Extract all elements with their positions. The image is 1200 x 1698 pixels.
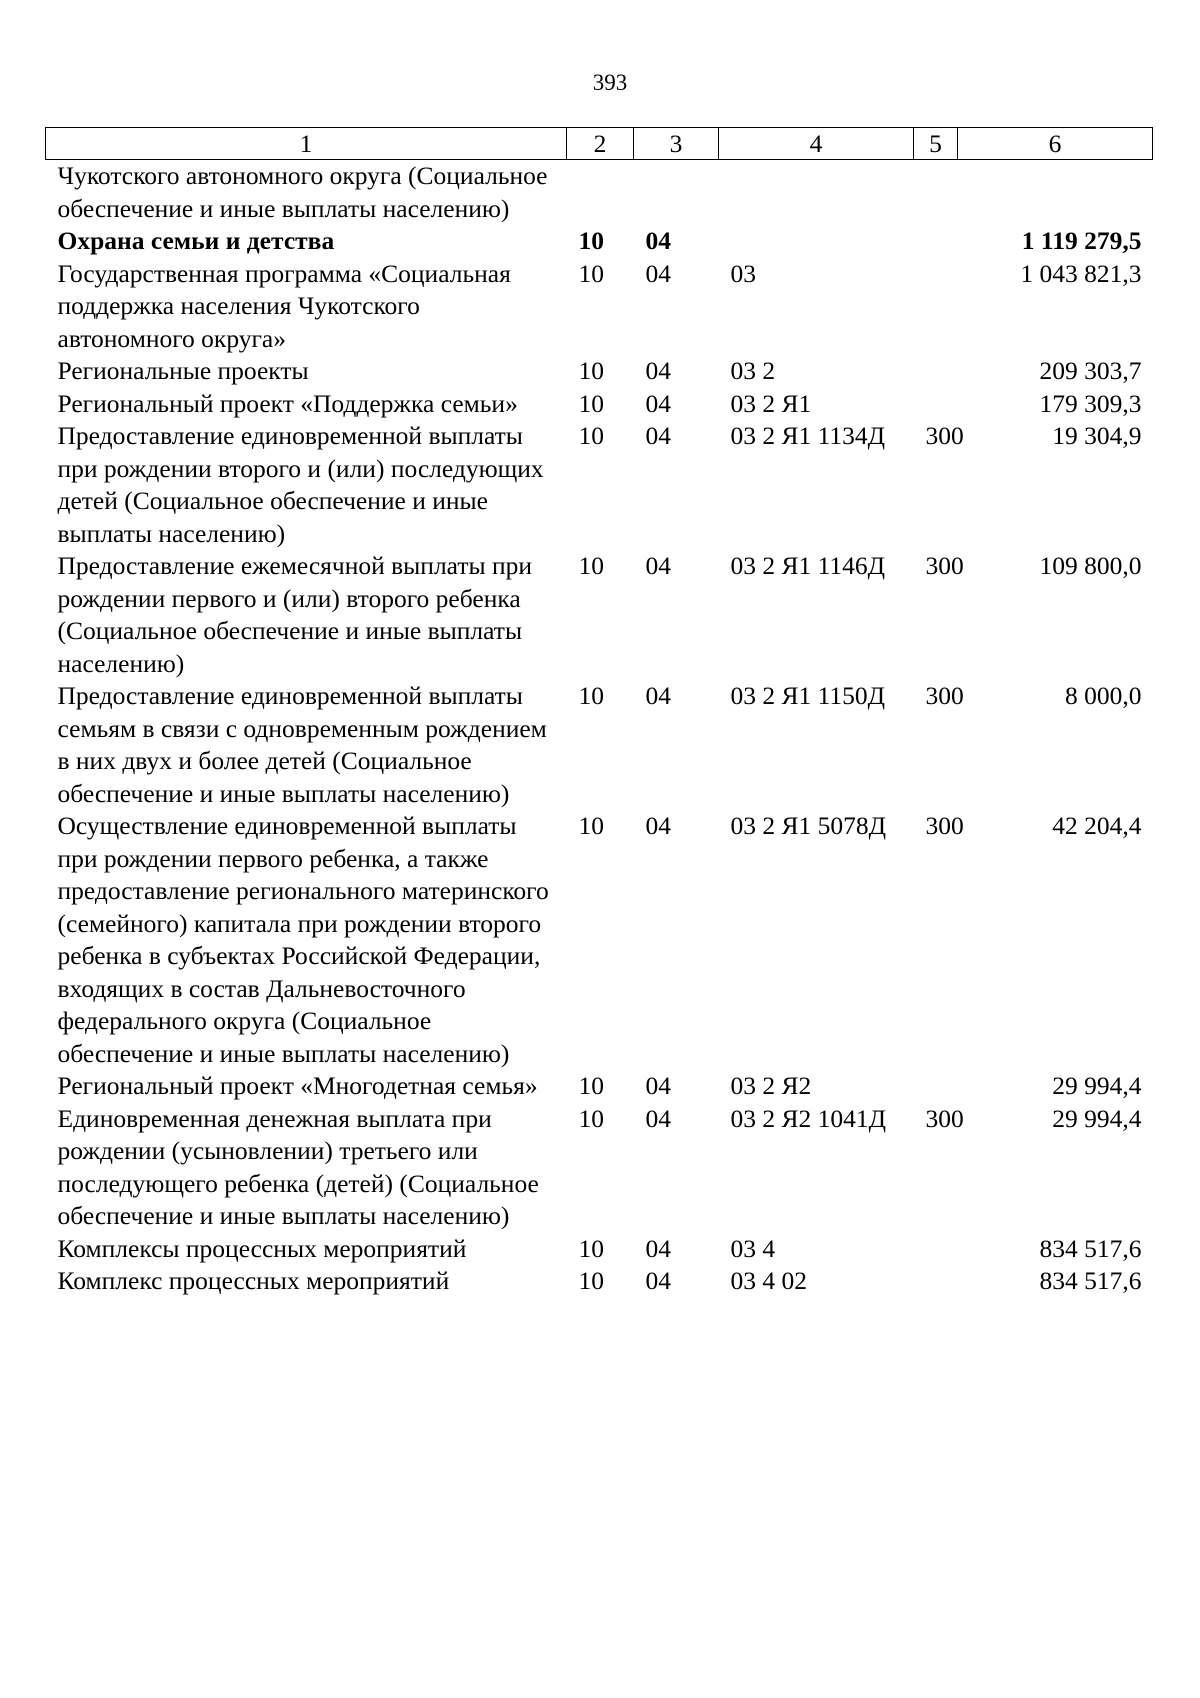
- section-code-cell: 10: [578, 226, 604, 255]
- subsection-code-cell: 04: [645, 356, 671, 385]
- subsection-code-cell: 04: [645, 421, 671, 450]
- expense-type-cell: [914, 1233, 958, 1266]
- subsection-code-cell: [634, 160, 719, 226]
- table-row: [46, 160, 1153, 226]
- subsection-code-cell: 04: [645, 1071, 671, 1100]
- row-name-cell: Государственная программа «Социальная поддержка населения Чукотского автономного округа»: [57, 258, 511, 353]
- header-row: [46, 128, 1153, 160]
- amount-cell: 29 994,4: [1052, 1103, 1142, 1133]
- amount-cell: 29 994,4: [1052, 1071, 1142, 1100]
- section-code-cell: 10: [578, 421, 604, 450]
- amount-cell: 179 309,3: [1039, 388, 1142, 418]
- subsection-code-cell: 04: [645, 258, 671, 288]
- expense-type-cell: 300: [925, 421, 964, 450]
- header-col-4: 4: [719, 128, 914, 160]
- section-code-cell: 10: [578, 551, 604, 580]
- table-row: [46, 355, 1153, 388]
- target-article-cell: 03 2 Я1 1134Д: [730, 421, 886, 450]
- expense-type-cell: [914, 355, 958, 388]
- section-code-cell: 10: [578, 681, 604, 710]
- expense-type-cell: [914, 160, 958, 226]
- expense-type-cell: 300: [925, 681, 964, 710]
- header-col-2: 2: [567, 128, 634, 160]
- table-row: [46, 1265, 1153, 1298]
- header-col-5: 5: [914, 128, 958, 160]
- section-code-cell: 10: [578, 1266, 604, 1295]
- amount-cell: 109 800,0: [1039, 551, 1142, 580]
- row-name-cell: Региональный проект «Поддержка семьи»: [57, 388, 518, 418]
- section-code-cell: [567, 160, 634, 226]
- target-article-cell: 03 2: [730, 356, 776, 385]
- row-name-cell: Осуществление единовременной выплаты при рождении первого ребенка, а также предоставление регионального материнского (семейного) капитала при рождении второго ребенка в субъектах Российской Федерации, входящих в состав Дальневосточного федерального округа (Социальное обеспечение и иные выплаты населению): [57, 811, 549, 1068]
- subsection-code-cell: 04: [645, 1266, 671, 1295]
- expense-type-cell: [914, 258, 958, 356]
- subsection-code-cell: 04: [645, 226, 671, 255]
- subsection-code-cell: 04: [645, 1103, 671, 1133]
- target-article-cell: 03 2 Я1 5078Д: [730, 811, 887, 840]
- amount-cell: 1 043 821,3: [1020, 258, 1142, 288]
- target-article-cell: 03 2 Я1 1150Д: [730, 681, 886, 710]
- table-header: [46, 128, 1153, 160]
- target-article-cell: 03 2 Я2 1041Д: [730, 1103, 887, 1133]
- header-col-1: 1: [46, 128, 567, 160]
- section-code-cell: 10: [578, 356, 604, 385]
- section-code-cell: 10: [578, 811, 604, 840]
- amount-cell: 834 517,6: [1039, 1266, 1142, 1295]
- amount-cell: 1 119 279,5: [1021, 226, 1142, 255]
- section-code-cell: 10: [578, 1233, 604, 1263]
- target-article-cell: 03 2 Я1: [730, 388, 812, 418]
- subsection-code-cell: 04: [645, 551, 671, 580]
- subsection-code-cell: 04: [645, 1233, 671, 1263]
- target-article-cell: 03 2 Я1 1146Д: [730, 551, 886, 580]
- table-row: [46, 388, 1153, 421]
- row-name-cell: Региональный проект «Многодетная семья»: [57, 1071, 538, 1100]
- subsection-code-cell: 04: [645, 388, 671, 418]
- table-row: [46, 550, 1153, 680]
- amount-cell: 209 303,7: [1039, 356, 1142, 385]
- table-row: [46, 1070, 1153, 1103]
- section-code-cell: 10: [578, 258, 604, 288]
- row-name-cell: Предоставление единовременной выплаты семьям в связи с одновременным рождением в них двух и более детей (Социальное обеспечение и иные выплаты населению): [57, 681, 547, 808]
- row-name-cell: Региональные проекты: [57, 356, 309, 385]
- target-article-cell: 03 2 Я2: [730, 1071, 812, 1100]
- table-row: [46, 225, 1153, 258]
- row-name-cell: Предоставление единовременной выплаты при рождении второго и (или) последующих детей (Социальное обеспечение и иные выплаты населению): [57, 421, 544, 548]
- expense-type-cell: [914, 1070, 958, 1103]
- header-col-3: 3: [634, 128, 719, 160]
- amount-cell: 42 204,4: [1052, 811, 1142, 840]
- target-article-cell: [719, 160, 914, 226]
- table-row: [46, 258, 1153, 356]
- table-row: [46, 680, 1153, 810]
- table-row: [46, 1233, 1153, 1266]
- target-article-cell: 03 4: [730, 1233, 776, 1263]
- target-article-cell: [719, 225, 914, 258]
- amount-cell: 19 304,9: [1052, 421, 1142, 450]
- expense-type-cell: [914, 388, 958, 421]
- subsection-code-cell: 04: [645, 811, 671, 840]
- section-code-cell: 10: [578, 388, 604, 418]
- amount-cell: 8 000,0: [1065, 681, 1142, 710]
- table-body: [46, 160, 1153, 1298]
- page-number: 393: [592, 70, 628, 95]
- table-row: [46, 810, 1153, 1070]
- expense-type-cell: 300: [925, 811, 964, 840]
- row-name-cell: Чукотского автономного округа (Социальное обеспечение и иные выплаты населению): [57, 161, 548, 223]
- budget-table: [45, 127, 1153, 1298]
- row-name-cell: Единовременная денежная выплата при рождении (усыновлении) третьего или последующего ребенка (детей) (Социальное обеспечение и иные выплаты населению): [57, 1103, 539, 1230]
- expense-type-cell: [914, 225, 958, 258]
- section-code-cell: 10: [578, 1103, 604, 1133]
- target-article-cell: 03: [730, 258, 756, 288]
- row-name-cell: Комплексы процессных мероприятий: [57, 1233, 467, 1263]
- table-row: [46, 1103, 1153, 1233]
- subsection-code-cell: 04: [645, 681, 671, 710]
- row-name-cell: Охрана семьи и детства: [57, 226, 335, 255]
- amount-cell: [958, 160, 1153, 226]
- expense-type-cell: [914, 1265, 958, 1298]
- row-name-cell: Комплекс процессных мероприятий: [57, 1266, 450, 1295]
- header-col-6: 6: [958, 128, 1153, 160]
- expense-type-cell: 300: [925, 1103, 964, 1133]
- table-row: [46, 420, 1153, 550]
- amount-cell: 834 517,6: [1039, 1233, 1142, 1263]
- section-code-cell: 10: [578, 1071, 604, 1100]
- expense-type-cell: 300: [925, 551, 964, 580]
- row-name-cell: Предоставление ежемесячной выплаты при рождении первого и (или) второго ребенка (Социальное обеспечение и иные выплаты населению): [57, 551, 533, 678]
- target-article-cell: 03 4 02: [730, 1266, 807, 1295]
